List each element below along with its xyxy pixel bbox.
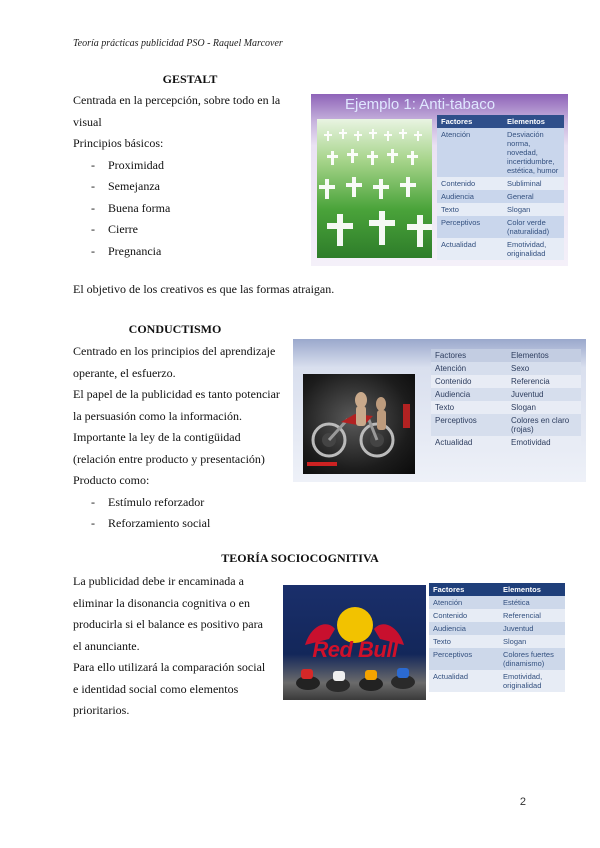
redbull-ad-image xyxy=(283,585,426,700)
page-header: Teoría prácticas publicidad PSO - Raquel Marcover xyxy=(73,38,283,49)
gestalt-principles-list xyxy=(73,155,303,263)
table-cell: Texto xyxy=(441,205,459,214)
text-line: (relación entre producto y presentación) xyxy=(73,451,265,466)
list-item: - Buena forma xyxy=(73,198,303,220)
table-cell: Referencia xyxy=(511,377,550,386)
text-line: La publicidad debe ir encaminada a xyxy=(73,574,244,588)
text-line: Principios básicos: xyxy=(73,136,164,150)
table-cell: Emotividad xyxy=(511,438,551,447)
table-cell: Color verde (naturalidad) xyxy=(507,218,550,236)
table-cell: Contenido xyxy=(435,377,472,386)
factors-table-conductismo xyxy=(431,349,581,449)
table-cell: General xyxy=(507,192,534,201)
section-title-sociocognitiva: TEORÍA SOCIOCOGNITIVA xyxy=(221,551,379,565)
table-cell: Emotividad, originalidad xyxy=(503,672,543,690)
slide-motorcycle xyxy=(293,339,586,482)
gestalt-text xyxy=(73,90,303,262)
page-number: 2 xyxy=(519,796,526,808)
table-cell: Audiencia xyxy=(441,192,474,201)
text-line: el anunciante. xyxy=(73,638,140,653)
text-line: El papel de la publicidad es tanto potenciar xyxy=(73,387,280,401)
redbull-logo-text: Red Bull xyxy=(312,637,398,662)
table-cell: Contenido xyxy=(433,611,468,620)
table-header: Factores xyxy=(433,585,465,594)
table-cell: Slogan xyxy=(503,637,527,646)
table-cell: Estética xyxy=(503,598,530,607)
factors-table-gestalt xyxy=(437,115,564,260)
list-item: - Semejanza xyxy=(73,176,303,198)
list-item: - Reforzamiento social xyxy=(73,513,298,535)
table-cell: Desviación norma, novedad, incertidumbre, estética, humor xyxy=(507,130,559,175)
table-cell: Juventud xyxy=(503,624,534,633)
text-line: e identidad social como elementos xyxy=(73,681,239,696)
list-item: - Proximidad xyxy=(73,155,303,177)
gestalt-conclusion: El objetivo de los creativos es que las formas atraigan. xyxy=(73,282,335,296)
table-cell: Referencial xyxy=(503,611,541,620)
text-line: Centrado en los principios del aprendizaje xyxy=(73,344,276,358)
table-cell: Slogan xyxy=(507,205,531,214)
text-line: producirla si el balance es positivo para xyxy=(73,617,263,631)
table-cell: Actualidad xyxy=(441,240,477,249)
list-item: - Pregnancia xyxy=(73,241,303,263)
table-cell: Audiencia xyxy=(433,624,466,633)
motorcycle-illustration xyxy=(303,374,415,474)
slide-redbull xyxy=(283,581,566,700)
conductismo-text xyxy=(73,341,298,535)
table-cell: Atención xyxy=(441,130,471,139)
table-cell: Atención xyxy=(435,364,467,373)
text-line: Centrada en la percepción, sobre todo en la xyxy=(73,93,281,107)
factors-table-sociocognitiva xyxy=(429,583,565,692)
table-cell: Atención xyxy=(433,598,463,607)
table-cell: Slogan xyxy=(511,403,536,412)
table-cell: Audiencia xyxy=(435,390,471,399)
table-header: Elementos xyxy=(507,117,545,126)
table-cell: Texto xyxy=(435,403,455,412)
table-cell: Actualidad xyxy=(433,672,469,681)
table-cell: Emotividad, originalidad xyxy=(507,240,547,258)
table-header: Elementos xyxy=(511,351,549,360)
slide-title: Ejemplo 1: Anti-tabaco xyxy=(345,96,496,113)
table-cell: Colores fuertes (dinamismo) xyxy=(503,650,554,668)
list-item: - Cierre xyxy=(73,219,303,241)
table-cell: Perceptivos xyxy=(441,218,481,227)
sociocognitiva-text xyxy=(73,571,278,722)
table-cell: Texto xyxy=(433,637,451,646)
list-item: - Estímulo reforzador xyxy=(73,492,298,514)
cemetery-crosses-image xyxy=(317,119,432,258)
table-cell: Juventud xyxy=(511,390,544,399)
table-header: Elementos xyxy=(503,585,541,594)
table-cell: Perceptivos xyxy=(435,416,477,425)
text-line: Para ello utilizará la comparación social xyxy=(73,660,266,674)
text-line: visual xyxy=(73,114,102,129)
text-line: eliminar la disonancia cognitiva o en xyxy=(73,595,250,610)
table-cell: Actualidad xyxy=(435,438,473,447)
text-line: la persuasión como la información. xyxy=(73,408,242,423)
table-cell: Sexo xyxy=(511,364,530,373)
text-line: prioritarios. xyxy=(73,703,130,717)
table-header: Factores xyxy=(435,351,467,360)
table-cell: Perceptivos xyxy=(433,650,473,659)
table-header: Factores xyxy=(441,117,473,126)
table-cell: Subliminal xyxy=(507,179,542,188)
slide-antitabaco xyxy=(311,94,568,266)
text-line: Producto como: xyxy=(73,473,150,487)
section-title-conductismo: CONDUCTISMO xyxy=(128,322,222,336)
text-line: operante, el esfuerzo. xyxy=(73,365,176,380)
section-title-gestalt: GESTALT xyxy=(162,72,218,86)
producto-como-list xyxy=(73,492,298,535)
table-cell: Colores en claro (rojas) xyxy=(511,416,570,434)
crosses-illustration xyxy=(317,119,432,258)
text-line: Importante la ley de la contigüidad xyxy=(73,430,241,444)
motorcycle-ad-image xyxy=(303,374,415,474)
table-cell: Contenido xyxy=(441,179,476,188)
